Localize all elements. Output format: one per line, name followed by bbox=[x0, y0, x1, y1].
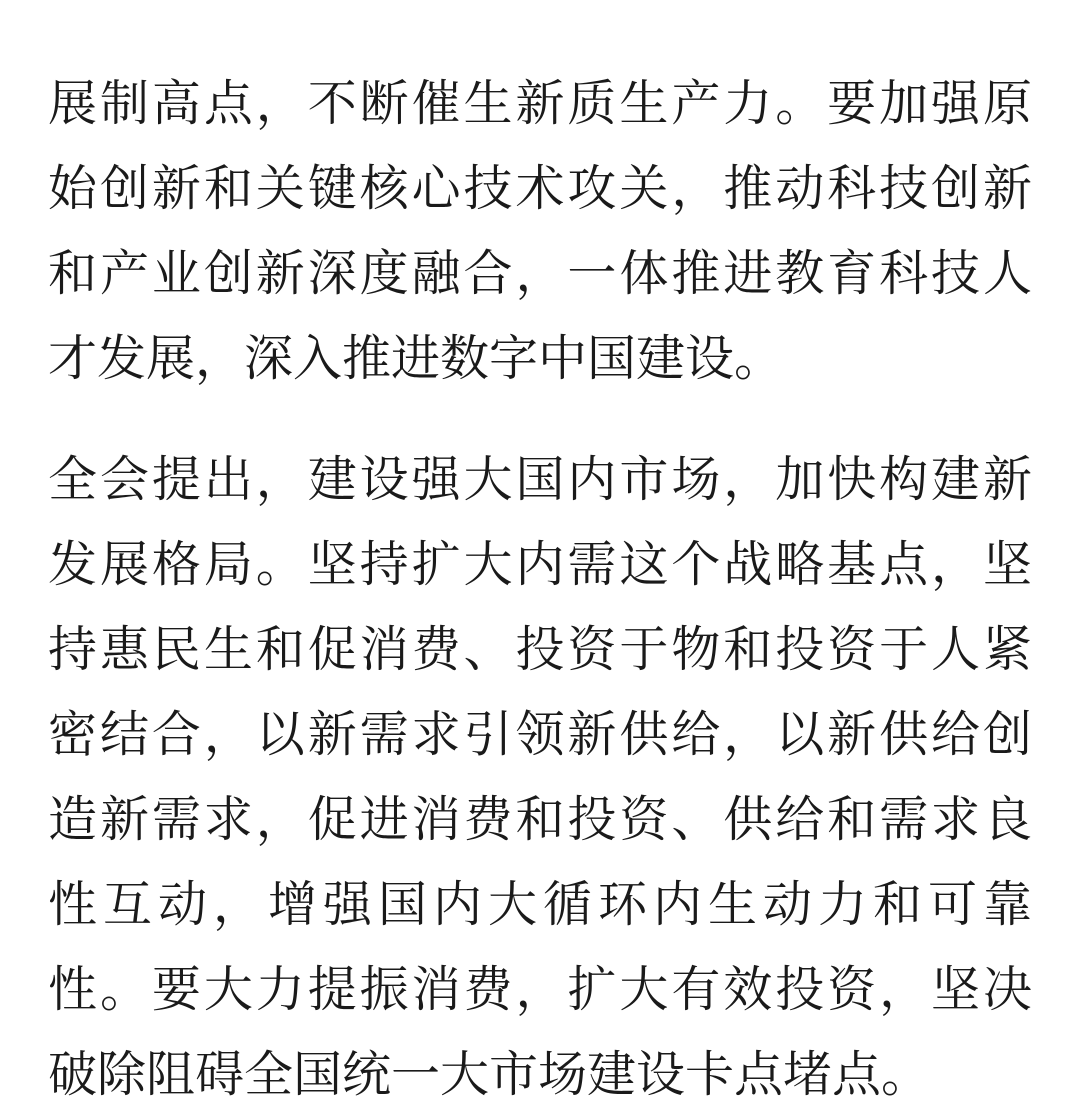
paragraph-spacer bbox=[48, 401, 1032, 437]
text-line: 持惠民生和促消费、投资于物和投资于人紧 bbox=[48, 621, 1032, 678]
text-line: 密结合，以新需求引领新供给，以新供给创 bbox=[48, 706, 1032, 763]
text-line: 始创新和关键核心技术攻关，推动科技创新 bbox=[48, 160, 1032, 217]
text-line: 展制高点，不断催生新质生产力。要加强原 bbox=[48, 75, 1032, 132]
text-line: 才发展，深入推进数字中国建设。 bbox=[48, 330, 784, 387]
text-line: 发展格局。坚持扩大内需这个战略基点，坚 bbox=[48, 536, 1032, 593]
text-line: 破除阻碍全国统一大市场建设卡点堵点。 bbox=[48, 1046, 931, 1103]
text-line-cut-off bbox=[48, 0, 1032, 61]
text-line: 性。要大力提振消费，扩大有效投资，坚决 bbox=[48, 961, 1032, 1018]
paragraph-2 bbox=[48, 437, 1032, 1117]
text-line: 性互动，增强国内大循环内生动力和可靠 bbox=[48, 876, 1032, 933]
article-body bbox=[48, 0, 1032, 1117]
text-line: 和产业创新深度融合，一体推进教育科技人 bbox=[48, 245, 1032, 302]
text-line: 造新需求，促进消费和投资、供给和需求良 bbox=[48, 791, 1032, 848]
paragraph-1 bbox=[48, 0, 1032, 401]
text-line: 全会提出，建设强大国内市场，加快构建新 bbox=[48, 451, 1032, 508]
